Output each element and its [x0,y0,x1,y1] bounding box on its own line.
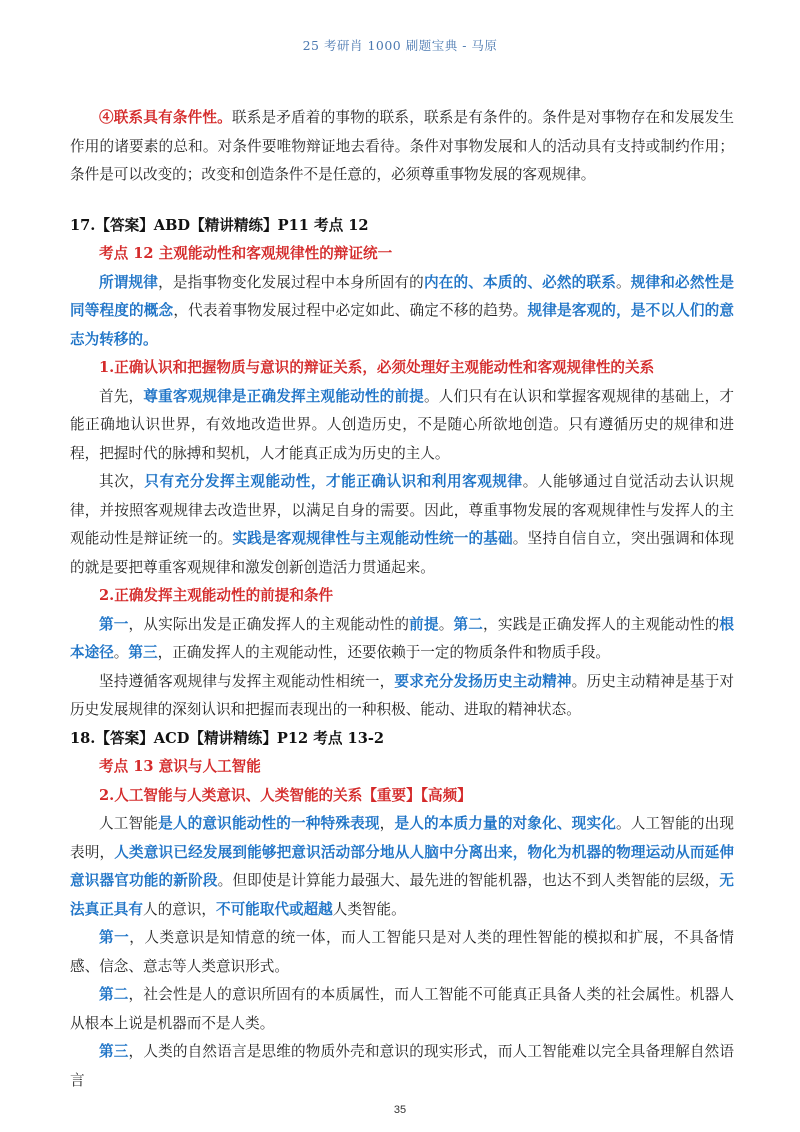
text: ，人类意识是知情意的统一体，而人工智能只是对人类的理性智能的模拟和扩展，不具备情感、信念、意志等人类意识形式。 [70,929,734,975]
highlight: 前提 [409,615,439,633]
highlight: 第三 [128,644,158,661]
paragraph-ai-third [70,1038,734,1095]
text: 首先， [99,387,144,405]
answer-line-17: 17.【答案】ABD【精讲精练】P11 考点 12 [70,216,369,234]
text: 坚持遵循客观规律与发挥主观能动性相统一， [99,672,395,690]
highlight: 第一 [99,615,129,633]
text: 人类智能。 [332,900,406,918]
paragraph-law-definition [70,269,734,355]
text: ，是指事物变化发展过程中本身所固有的 [158,273,424,291]
text: 。但即使是计算能力最强大、最先进的智能机器，也达不到人类智能的层级， [217,872,720,889]
text: ，从实际出发是正确发挥人的主观能动性的 [128,615,410,633]
text: ， [379,815,395,832]
text: 。人能够通过自觉活动去认识规律，并按照客观规律去改造世界，以满足自身的需要。因此，尊重事物发展的客观规律性与发挥人的主观能动性是辩证统一的。 [70,473,734,547]
paragraph-secondly [70,468,734,582]
highlight: 所谓规律 [99,273,159,291]
text: 。 [615,273,631,291]
text: 。 [113,644,129,661]
highlight: 第二 [453,615,484,633]
highlight: 规律和必然性是同等程度的概念 [70,273,734,319]
highlight: 人类意识已经发展到能够把意识活动部分地从人脑中分离出来，物化为机器的物理运动从而延伸意识器官功能的新阶段 [70,843,734,889]
highlight: 只有充分发挥主观能动性，才能正确认识和利用客观规律 [144,473,523,490]
text: ，正确发挥人的主观能动性，还要依赖于一定的物质条件和物质手段。 [157,644,611,661]
point-lead: ④联系具有条件性。 [99,109,232,126]
highlight: 第一 [99,929,130,946]
page-content [70,104,734,1095]
text: ，人类的自然语言是思维的物质外壳和意识的现实形式，而人工智能难以完全具备理解自然语言 [70,1043,734,1089]
text: ，实践是正确发挥人的主观能动性的 [483,615,720,633]
text: 人工智能 [99,815,159,832]
text: 其次， [99,473,145,490]
answer-line-18: 18.【答案】ACD【精讲精练】P12 考点 13-2 [70,729,385,747]
paragraph-ai-second [70,981,734,1038]
text: 人的意识， [142,900,216,918]
paragraph-ai [70,810,734,924]
page-header: 25 考研肖 1000 刷题宝典 - 马原 [302,38,498,53]
highlight: 无法真正具有 [70,872,734,918]
text: ，社会性是人的意识所固有的本质属性，而人工智能不可能真正具备人类的社会属性。机器人从根本上说是机器而不是人类。 [70,986,734,1032]
highlight: 第三 [99,1043,129,1060]
highlight: 根本途径 [70,615,734,661]
paragraph-ai-first [70,924,734,981]
subheading-ai: 2.人工智能与人类意识、人类智能的关系【重要】【高频】 [99,786,472,804]
text: 。坚持自信自立，突出强调和体现的就是要把尊重客观规律和激发创新创造活力贯通起来。 [70,530,734,576]
text: 。 [438,615,454,633]
text: 。人们只有在认识和掌握客观规律的基础上，才能正确地认识世界，有效地改造世界。人创造历史，不是随心所欲地创造。只有遵循历史的规律和进程，把握时代的脉搏和契机，人才能真正成为历史的主人。 [70,387,734,462]
subheading-2: 2.正确发挥主观能动性的前提和条件 [99,587,334,604]
highlight: 实践是客观规律性与主观能动性统一的基础 [232,530,513,547]
text: 。历史主动精神是基于对历史发展规律的深刻认识和把握而表现出的一种积极、能动、进取的精神状态。 [70,672,734,718]
paragraph-prerequisites [70,611,734,668]
text: 。人工智能的出现表明， [70,815,734,861]
point-text: 联系是矛盾着的事物的联系，联系是有条件的。条件是对事物存在和发展发生作用的诸要素的总和。对条件要唯物辩证地去看待。条件对事物发展和人的活动具有支持或制约作用；条件是可以改变的；改变和创造条件不是任意的，必须尊重事物发展的客观规律。 [70,109,734,183]
page-number: 35 [393,1104,407,1116]
topic-heading-12: 考点 12 主观能动性和客观规律性的辩证统一 [99,245,393,262]
highlight: 不可能取代或超越 [215,900,333,918]
subheading-1: 1.正确认识和把握物质与意识的辩证关系，必须处理好主观能动性和客观规律性的关系 [99,359,655,376]
topic-heading-13: 考点 13 意识与人工智能 [99,758,261,775]
highlight: 要求充分发扬历史主动精神 [394,672,572,690]
highlight: 尊重客观规律是正确发挥主观能动性的前提 [143,387,424,405]
paragraph-firstly [70,383,734,469]
highlight: 内在的、本质的、必然的联系 [423,273,616,291]
paragraph-conditionality [70,104,734,190]
paragraph-historical-initiative [70,668,734,725]
highlight: 是人的本质力量的对象化、现实化 [394,815,616,832]
highlight: 第二 [99,986,129,1003]
text: ，代表着事物发展过程中必定如此、确定不移的趋势。 [173,302,528,319]
highlight: 规律是客观的，是不以人们的意志为转移的。 [70,302,734,348]
highlight: 是人的意识能动性的一种特殊表现 [158,815,380,832]
